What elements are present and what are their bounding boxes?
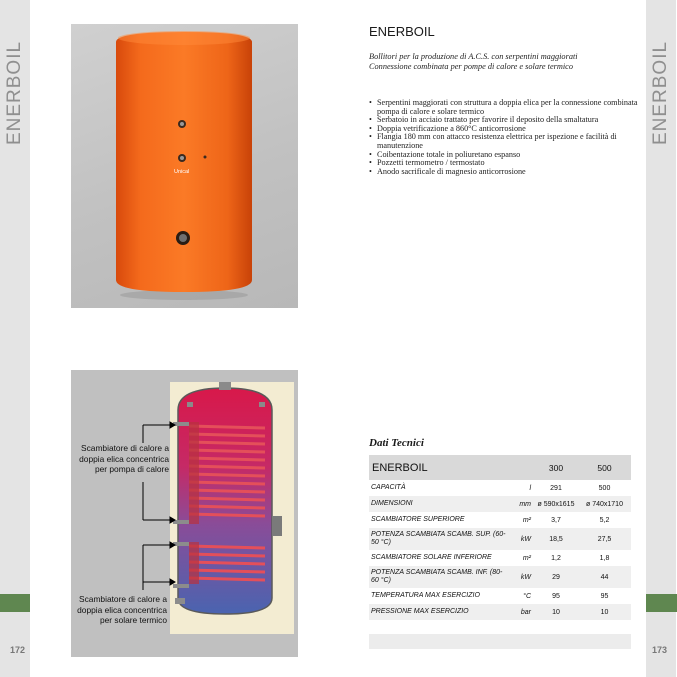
- right-page-number: 173: [652, 645, 668, 655]
- specs-heading: Dati Tecnici: [369, 437, 424, 449]
- spec-table: [369, 455, 631, 620]
- feature-list: [369, 99, 641, 176]
- table-row: SCAMBIATORE SUPERIORE m² 3,7 5,2: [371, 516, 610, 524]
- right-green-marker: [646, 594, 677, 612]
- spec-table-header: [369, 455, 631, 480]
- tank-logo: Unical: [174, 169, 190, 175]
- sensor-port-icon: [178, 120, 186, 128]
- flange-icon: [176, 231, 190, 245]
- label-solar-exchanger: Scambiatore di calore a doppia elica concentrica per solare termico: [77, 594, 167, 625]
- table-row: DIMENSIONI mm ø 590x1615 ø 740x1710: [369, 496, 631, 512]
- model-header: 500: [578, 455, 631, 480]
- side-title-right: ENERBOIL: [650, 40, 671, 146]
- table-row: TEMPERATURA MAX ESERCIZIO °C 95 95: [371, 592, 609, 600]
- list-item: • Flangia 180 mm con attacco resistenza elettrica per ispezione e facilità di manutenzione: [369, 133, 641, 150]
- left-green-marker: [0, 594, 30, 612]
- right-side-tab: [646, 0, 676, 677]
- model-header: 300: [534, 455, 578, 480]
- list-item: • Pozzetti termometro / termostato: [369, 159, 641, 168]
- table-row: POTENZA SCAMBIATA SCAMB. SUP. (60-50 °C) kW 18,5 27,5: [369, 528, 631, 550]
- list-item: • Serpentini maggiorati con struttura a doppia elica per la connessione combinata pompa di calore e solare termico: [369, 99, 641, 116]
- list-item: • Serbatoio in acciaio trattato per favorire il deposito della smaltatura: [369, 116, 641, 125]
- product-subtitle: Bollitori per la produzione di A.C.S. con serpentini maggiorati Connessione combinata per pompe di calore e solare termico: [369, 52, 578, 71]
- left-page-number: 172: [10, 645, 26, 655]
- product-title: ENERBOIL: [369, 24, 435, 39]
- table-row: CAPACITÀ l 291 500: [371, 484, 611, 492]
- table-row: PRESSIONE MAX ESERCIZIO bar 10 10: [369, 604, 631, 620]
- label-heat-pump-exchanger: Scambiatore di calore a doppia elica concentrica per pompa di calore: [79, 443, 169, 474]
- left-side-tab: [0, 0, 30, 677]
- table-row: SCAMBIATORE SOLARE INFERIORE m² 1,2 1,8: [371, 554, 610, 562]
- spec-table-title: ENERBOIL: [369, 455, 507, 480]
- side-title-left: ENERBOIL: [4, 40, 25, 146]
- sensor-port-icon: [178, 154, 186, 162]
- table-footer-band: [369, 634, 631, 649]
- list-item: • Coibentazione totale in poliuretano espanso: [369, 151, 641, 160]
- table-row: POTENZA SCAMBIATA SCAMB. INF. (80-60 °C) kW 29 44: [369, 566, 631, 588]
- list-item: • Doppia vetrificazione a 860°C anticorrosione: [369, 125, 641, 134]
- list-item: • Anodo sacrificale di magnesio anticorrosione: [369, 168, 641, 177]
- product-photo: [71, 24, 298, 308]
